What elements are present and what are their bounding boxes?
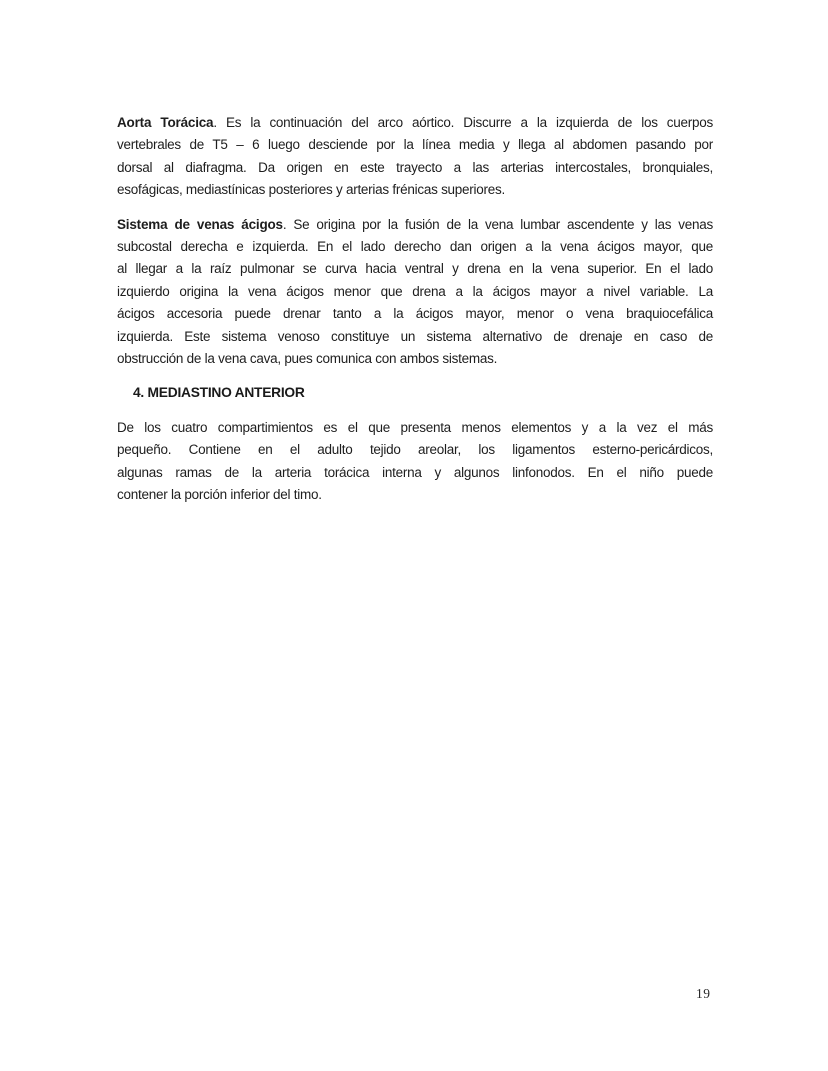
text-line: al llegar a la raíz pulmonar se curva hacia ventral y drena en la vena superior. En el lado <box>117 261 713 277</box>
text-line: esofágicas, mediastínicas posteriores y arterias frénicas superiores. <box>117 182 505 198</box>
text-line: izquierda. Este sistema venoso constituye un sistema alternativo de drenaje en caso de <box>117 328 713 344</box>
paragraph-lead-bold: Sistema de venas ácigos <box>117 216 283 232</box>
text-line: obstrucción de la vena cava, pues comunica con ambos sistemas. <box>117 351 498 367</box>
text-line: algunas ramas de la arteria torácica interna y algunos linfonodos. En el niño puede <box>117 464 713 480</box>
page-content <box>117 112 713 519</box>
paragraph-mediastino-anterior <box>117 417 713 507</box>
text-line: subcostal derecha e izquierda. En el lado derecho dan origen a la vena ácigos mayor, que <box>117 239 713 255</box>
paragraph-lead-bold: Aorta Torácica <box>117 115 214 130</box>
page-number: 19 <box>696 986 711 1001</box>
text-line: Aorta Torácica. Es la continuación del arco aórtico. Discurre a la izquierda de los cuerpos <box>117 115 714 130</box>
paragraph-sistema-venas-acigos <box>117 214 713 371</box>
text-line: Sistema de venas ácigos. Se origina por la fusión de la vena lumbar ascendente y las venas <box>117 216 714 232</box>
text-line: dorsal al diafragma. Da origen en este trayecto a las arterias intercostales, bronquiales, <box>117 159 713 175</box>
text-line: ácigos accesoria puede drenar tanto a la ácigos mayor, menor o vena braquiocefálica <box>117 306 713 322</box>
text-line: vertebrales de T5 – 6 luego desciende por la línea media y llega al abdomen pasando por <box>117 137 713 153</box>
paragraph-aorta-toracica <box>117 112 713 202</box>
text-line: De los cuatro compartimientos es el que presenta menos elementos y a la vez el más <box>117 419 713 435</box>
section-heading-mediastino-anterior: 4. MEDIASTINO ANTERIOR <box>133 385 305 401</box>
text-line: izquierdo origina la vena ácigos menor que drena a la ácigos mayor a nivel variable. La <box>117 283 713 299</box>
text-line: pequeño. Contiene en el adulto tejido areolar, los ligamentos esterno-pericárdicos, <box>117 442 713 458</box>
text-line: contener la porción inferior del timo. <box>117 487 322 503</box>
